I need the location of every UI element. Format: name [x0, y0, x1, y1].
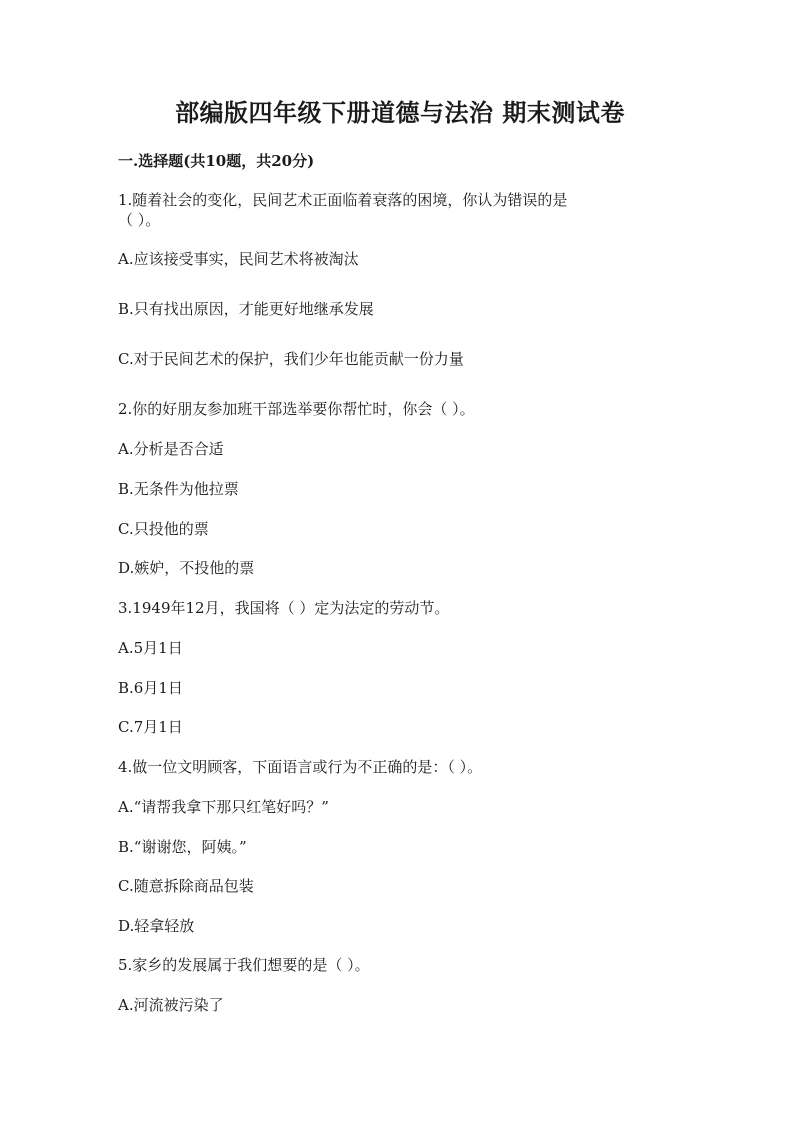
question-2-option-c: C.只投他的票: [118, 520, 209, 538]
question-3-option-b: B.6月1日: [118, 679, 183, 697]
question-1-option-c: C.对于民间艺术的保护，我们少年也能贡献一份力量: [118, 350, 464, 368]
question-2-option-d: D.嫉妒，不投他的票: [118, 559, 255, 577]
question-4-stem: 4.做一位文明顾客，下面语言或行为不正确的是：（ ）。: [118, 758, 483, 776]
question-5-stem: 5.家乡的发展属于我们想要的是（ ）。: [118, 956, 370, 974]
question-3-option-c: C.7月1日: [118, 718, 183, 736]
question-2-option-a: A.分析是否合适: [118, 440, 224, 458]
question-4-option-c: C.随意拆除商品包装: [118, 877, 254, 895]
section-heading: 一.选择题(共10题，共20分): [118, 152, 315, 170]
question-3-stem: 3.1949年12月，我国将（ ）定为法定的劳动节。: [118, 599, 450, 617]
question-1-option-a: A.应该接受事实，民间艺术将被淘汰: [118, 250, 359, 268]
question-4-option-a: A.“请帮我拿下那只红笔好吗？”: [118, 798, 329, 816]
question-2-option-b: B.无条件为他拉票: [118, 480, 239, 498]
question-2-stem: 2.你的好朋友参加班干部选举要你帮忙时，你会（ ）。: [118, 400, 475, 418]
question-3-option-a: A.5月1日: [118, 639, 183, 657]
question-4-option-d: D.轻拿轻放: [118, 917, 195, 935]
question-4-option-b: B.“谢谢您，阿姨。”: [118, 838, 247, 856]
question-5-option-a: A.河流被污染了: [118, 996, 224, 1014]
page-title: 部编版四年级下册道德与法治 期末测试卷: [175, 98, 625, 127]
question-1-stem-cont: （ ）。: [118, 211, 161, 229]
question-1-stem: 1.随着社会的变化，民间艺术正面临着衰落的困境，你认为错误的是: [118, 191, 568, 209]
question-1-option-b: B.只有找出原因，才能更好地继承发展: [118, 300, 374, 318]
